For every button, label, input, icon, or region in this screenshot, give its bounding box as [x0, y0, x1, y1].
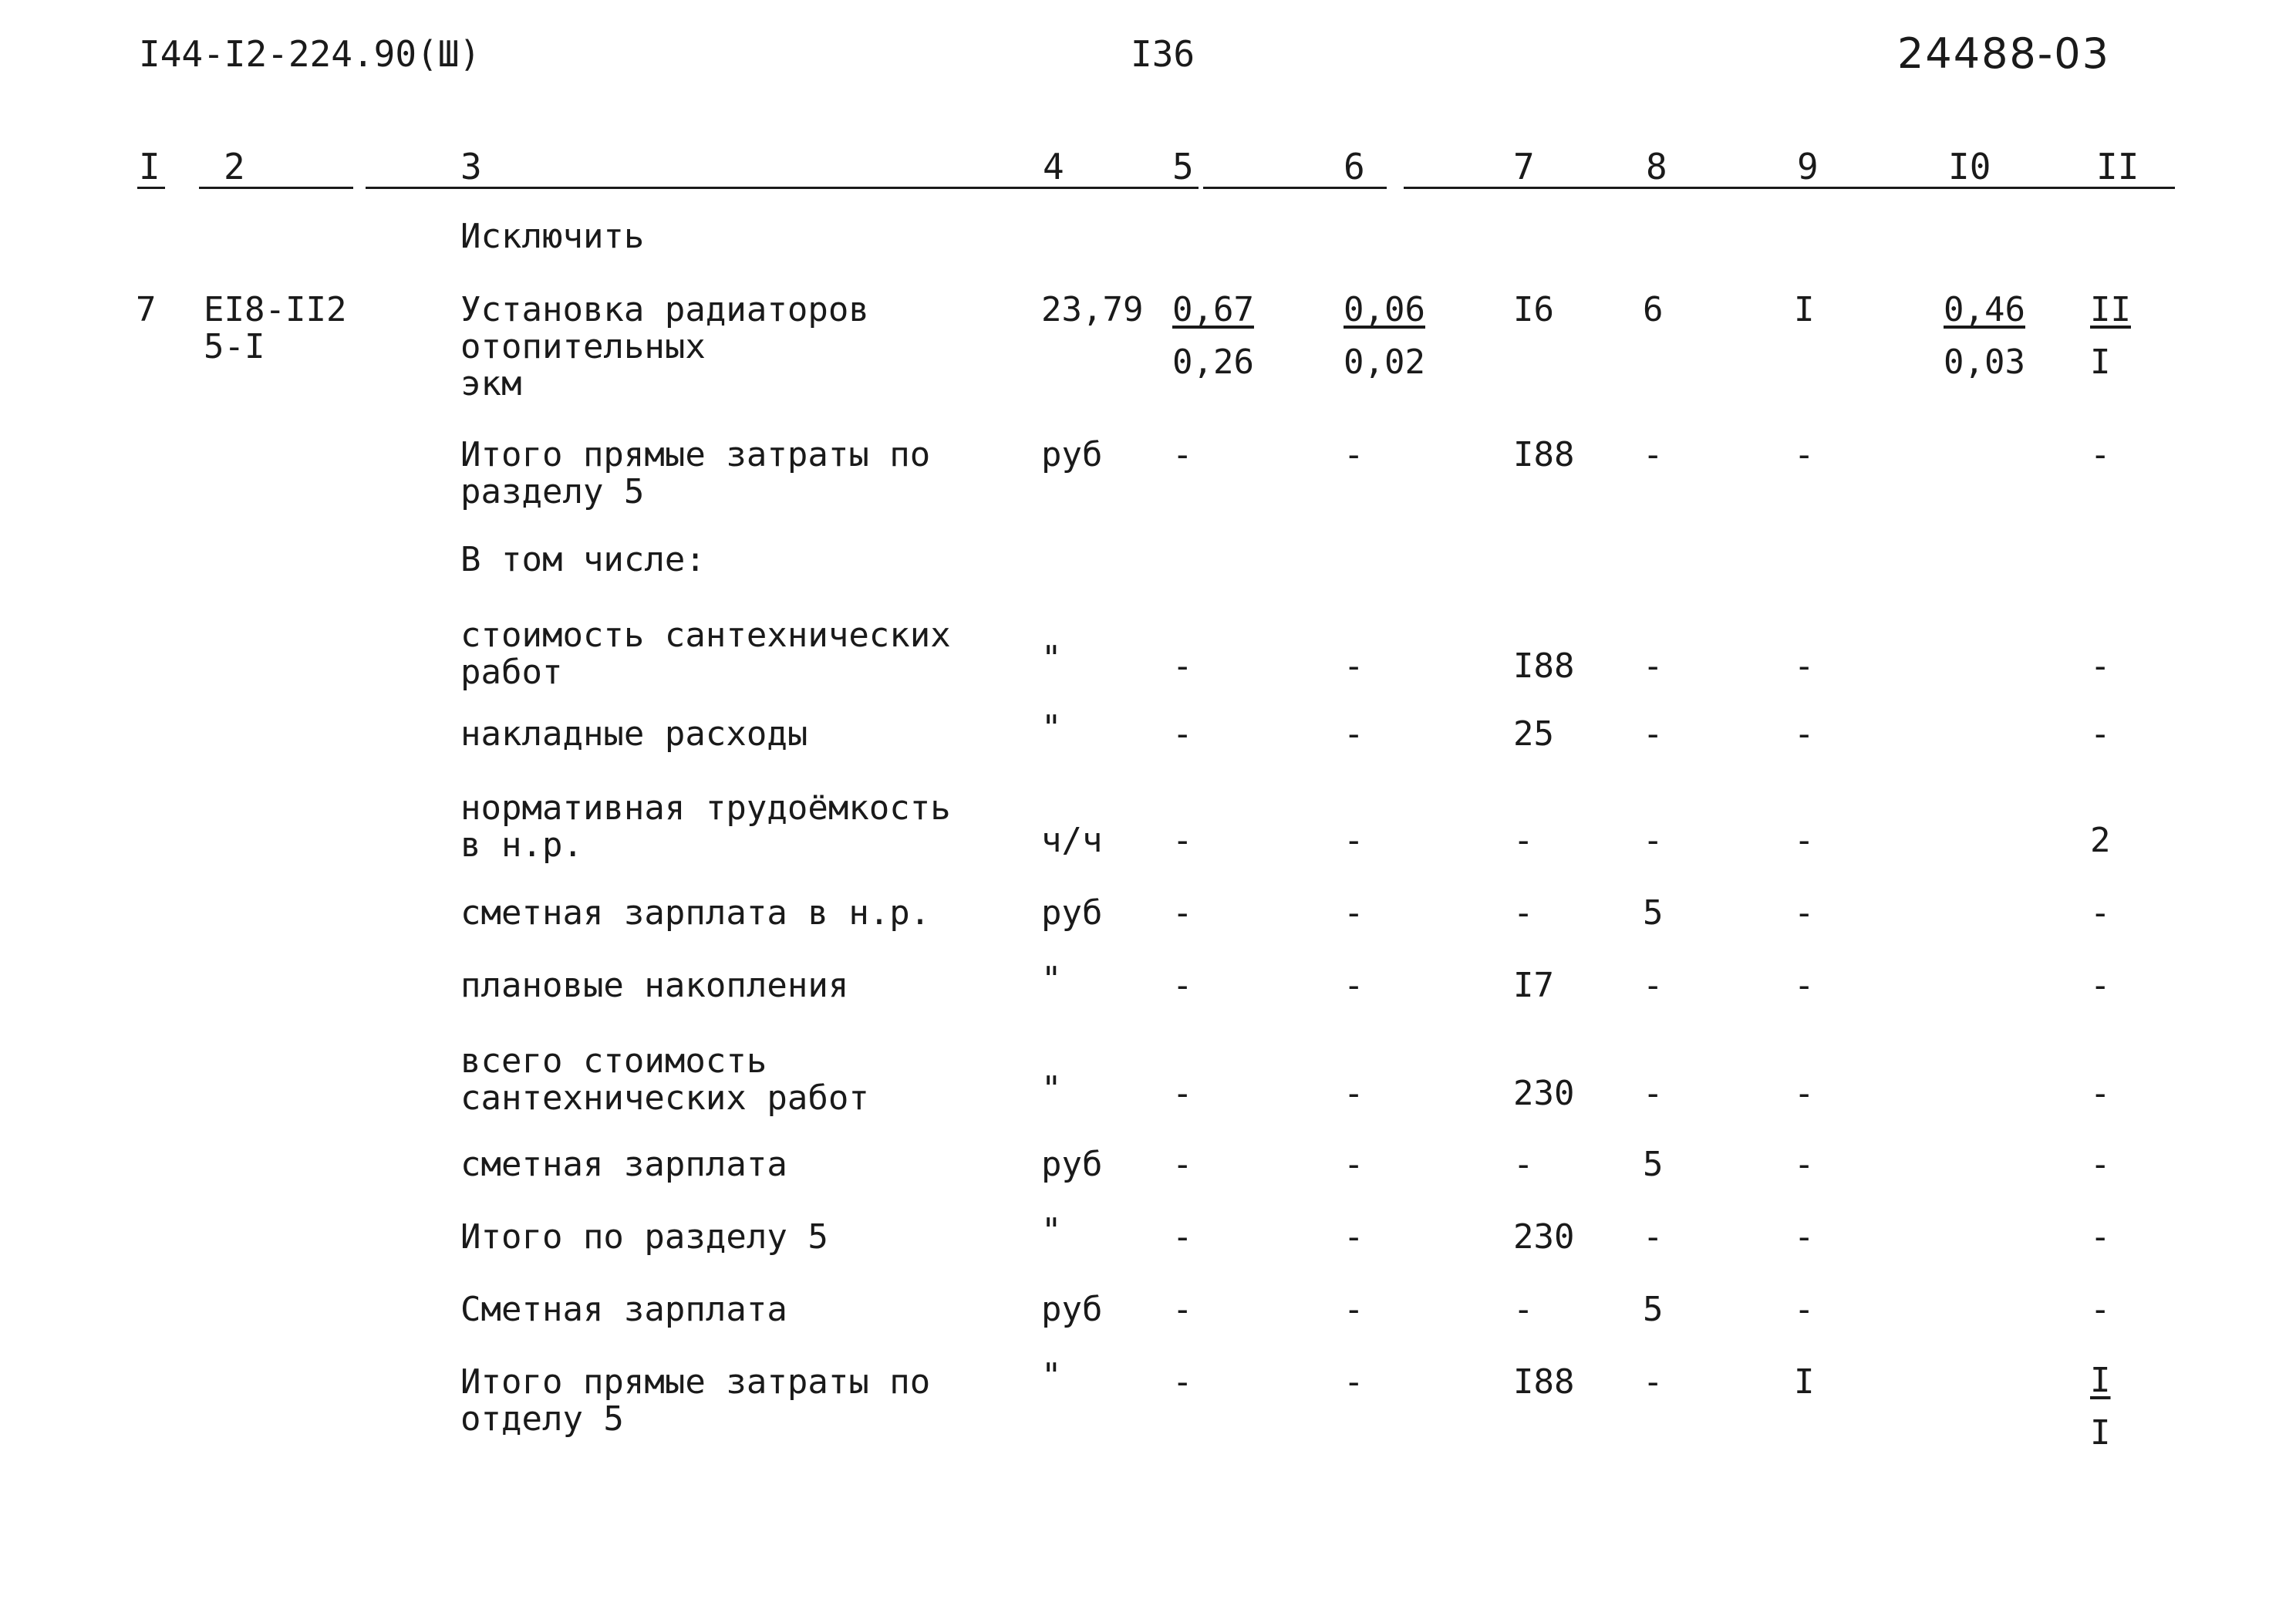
item-col9: I — [1794, 290, 1815, 329]
column-number-4: 4 — [1043, 146, 1064, 187]
row-col7: I7 — [1513, 966, 1554, 1005]
row-col6: - — [1344, 714, 1364, 754]
row-col9: - — [1794, 1217, 1815, 1257]
item-col8: 6 — [1643, 290, 1664, 329]
row-col11: - — [2090, 646, 2111, 686]
item-col5-fraction — [1172, 284, 1254, 389]
item-col10-fraction — [1944, 284, 2025, 389]
row-col11: - — [2090, 714, 2111, 754]
row-col5: - — [1172, 646, 1193, 686]
item-code: EI8-II2 5-I — [204, 290, 347, 366]
row-col7: 25 — [1513, 714, 1554, 754]
item-col10-bottom: 0,03 — [1944, 343, 2025, 382]
row-unit: руб — [1041, 893, 1103, 933]
item-col11-bottom: I — [2090, 343, 2111, 382]
row-col6: - — [1344, 1145, 1364, 1184]
row-col8: - — [1643, 821, 1664, 860]
item-col6-top: 0,06 — [1344, 290, 1425, 329]
row-col8: - — [1643, 714, 1664, 754]
row-description: нормативная трудоёмкость в н.р. — [460, 788, 951, 865]
row-col5: - — [1172, 1290, 1193, 1329]
item-unit-price: 23,79 — [1041, 290, 1144, 329]
item-col6-bottom: 0,02 — [1344, 343, 1425, 382]
row-col6: - — [1344, 966, 1364, 1005]
row-col7: I88 — [1513, 646, 1575, 686]
row-description: Сметная зарплата — [460, 1290, 787, 1329]
row-unit: ч/ч — [1041, 821, 1103, 860]
row-col8: 5 — [1643, 893, 1664, 933]
item-description: Установка радиаторов отопительных экм — [460, 290, 869, 403]
row-description: сметная зарплата — [460, 1145, 787, 1184]
row-col11: - — [2090, 1290, 2111, 1329]
header-rule — [199, 187, 353, 189]
row-col5: - — [1172, 821, 1193, 860]
column-number-7: 7 — [1513, 146, 1535, 187]
row-unit: " — [1041, 708, 1062, 747]
row-col9: - — [1794, 1074, 1815, 1113]
column-number-5: 5 — [1172, 146, 1194, 187]
row-col5: - — [1172, 1074, 1193, 1113]
final-col11-bottom: I — [2090, 1413, 2111, 1453]
row-col9: - — [1794, 1290, 1815, 1329]
header-rule — [137, 187, 165, 189]
row-col9: - — [1794, 435, 1815, 474]
row-unit: руб — [1041, 1290, 1103, 1329]
row-col9: - — [1794, 646, 1815, 686]
row-col8: 5 — [1643, 1290, 1664, 1329]
row-description: всего стоимость сантехнических работ — [460, 1041, 869, 1118]
row-col7: 230 — [1513, 1217, 1575, 1257]
row-col7: 230 — [1513, 1074, 1575, 1113]
row-col8: 5 — [1643, 1145, 1664, 1184]
row-col5: - — [1172, 893, 1193, 933]
row-col5: - — [1172, 966, 1193, 1005]
row-col11: - — [2090, 1145, 2111, 1184]
row-description: В том числе: — [460, 540, 706, 579]
column-header-row — [0, 139, 2296, 193]
page-number: I36 — [1131, 33, 1195, 75]
item-col6-fraction — [1344, 284, 1425, 389]
row-unit: " — [1041, 639, 1062, 678]
row-col9: I — [1794, 1362, 1815, 1402]
row-col6: - — [1344, 1074, 1364, 1113]
row-col6: - — [1344, 646, 1364, 686]
item-col11-top: II — [2090, 290, 2131, 329]
column-number-1: I — [139, 146, 160, 187]
row-col11: - — [2090, 435, 2111, 474]
row-col5: - — [1172, 1217, 1193, 1257]
row-unit: " — [1041, 960, 1062, 999]
row-unit: руб — [1041, 1145, 1103, 1184]
row-col9: - — [1794, 966, 1815, 1005]
item-col5-bottom: 0,26 — [1172, 343, 1254, 382]
item-col10-top: 0,46 — [1944, 290, 2025, 329]
row-description: Итого по разделу 5 — [460, 1217, 828, 1257]
row-col7: - — [1513, 1145, 1534, 1184]
row-unit: " — [1041, 1069, 1062, 1109]
column-number-10: I0 — [1948, 146, 1991, 187]
header-rule — [1203, 187, 1387, 189]
row-col11: - — [2090, 1217, 2111, 1257]
row-col11: - — [2090, 893, 2111, 933]
row-col8: - — [1643, 1217, 1664, 1257]
row-description: Итого прямые затраты по разделу 5 — [460, 435, 931, 511]
final-col11-fraction — [2090, 1355, 2111, 1459]
row-col6: - — [1344, 893, 1364, 933]
row-col8: - — [1643, 1074, 1664, 1113]
row-col9: - — [1794, 714, 1815, 754]
item-col11-fraction — [2090, 284, 2131, 389]
row-col5: - — [1172, 1362, 1193, 1402]
row-col9: - — [1794, 1145, 1815, 1184]
row-col7: - — [1513, 1290, 1534, 1329]
column-number-6: 6 — [1344, 146, 1365, 187]
column-number-3: 3 — [460, 146, 482, 187]
row-col5: - — [1172, 1145, 1193, 1184]
row-col7: I88 — [1513, 435, 1575, 474]
row-col9: - — [1794, 893, 1815, 933]
row-col8: - — [1643, 1362, 1664, 1402]
column-number-11: II — [2096, 146, 2139, 187]
row-col11: 2 — [2090, 821, 2111, 860]
row-col6: - — [1344, 1217, 1364, 1257]
item-col7: I6 — [1513, 290, 1554, 329]
row-col6: - — [1344, 1290, 1364, 1329]
row-col5: - — [1172, 435, 1193, 474]
row-description: плановые накопления — [460, 966, 849, 1005]
row-description: Итого прямые затраты по отделу 5 — [460, 1362, 931, 1439]
row-unit: " — [1041, 1356, 1062, 1395]
row-unit: руб — [1041, 435, 1103, 474]
row-col11: - — [2090, 1074, 2111, 1113]
row-col8: - — [1643, 435, 1664, 474]
row-description: накладные расходы — [460, 714, 808, 754]
inventory-number: 24488-03 — [1897, 29, 2110, 78]
row-col11: - — [2090, 966, 2111, 1005]
column-number-2: 2 — [224, 146, 245, 187]
row-col6: - — [1344, 435, 1364, 474]
row-col5: - — [1172, 714, 1193, 754]
row-col8: - — [1643, 646, 1664, 686]
column-number-9: 9 — [1797, 146, 1819, 187]
row-col8: - — [1643, 966, 1664, 1005]
item-number: 7 — [136, 290, 157, 329]
header-rule — [1404, 187, 2175, 189]
final-col11-top: I — [2090, 1361, 2111, 1400]
row-col6: - — [1344, 821, 1364, 860]
header-rule — [366, 187, 1199, 189]
row-unit: " — [1041, 1211, 1062, 1250]
document-code: I44-I2-224.90(Ш) — [139, 33, 481, 75]
row-col6: - — [1344, 1362, 1364, 1402]
row-col7: - — [1513, 821, 1534, 860]
row-description: сметная зарплата в н.р. — [460, 893, 931, 933]
row-col7: I88 — [1513, 1362, 1575, 1402]
row-col9: - — [1794, 821, 1815, 860]
column-number-8: 8 — [1646, 146, 1667, 187]
row-description: стоимость сантехнических работ — [460, 616, 951, 692]
section-label: Исключить — [460, 217, 645, 256]
row-col7: - — [1513, 893, 1534, 933]
item-col5-top: 0,67 — [1172, 290, 1254, 329]
